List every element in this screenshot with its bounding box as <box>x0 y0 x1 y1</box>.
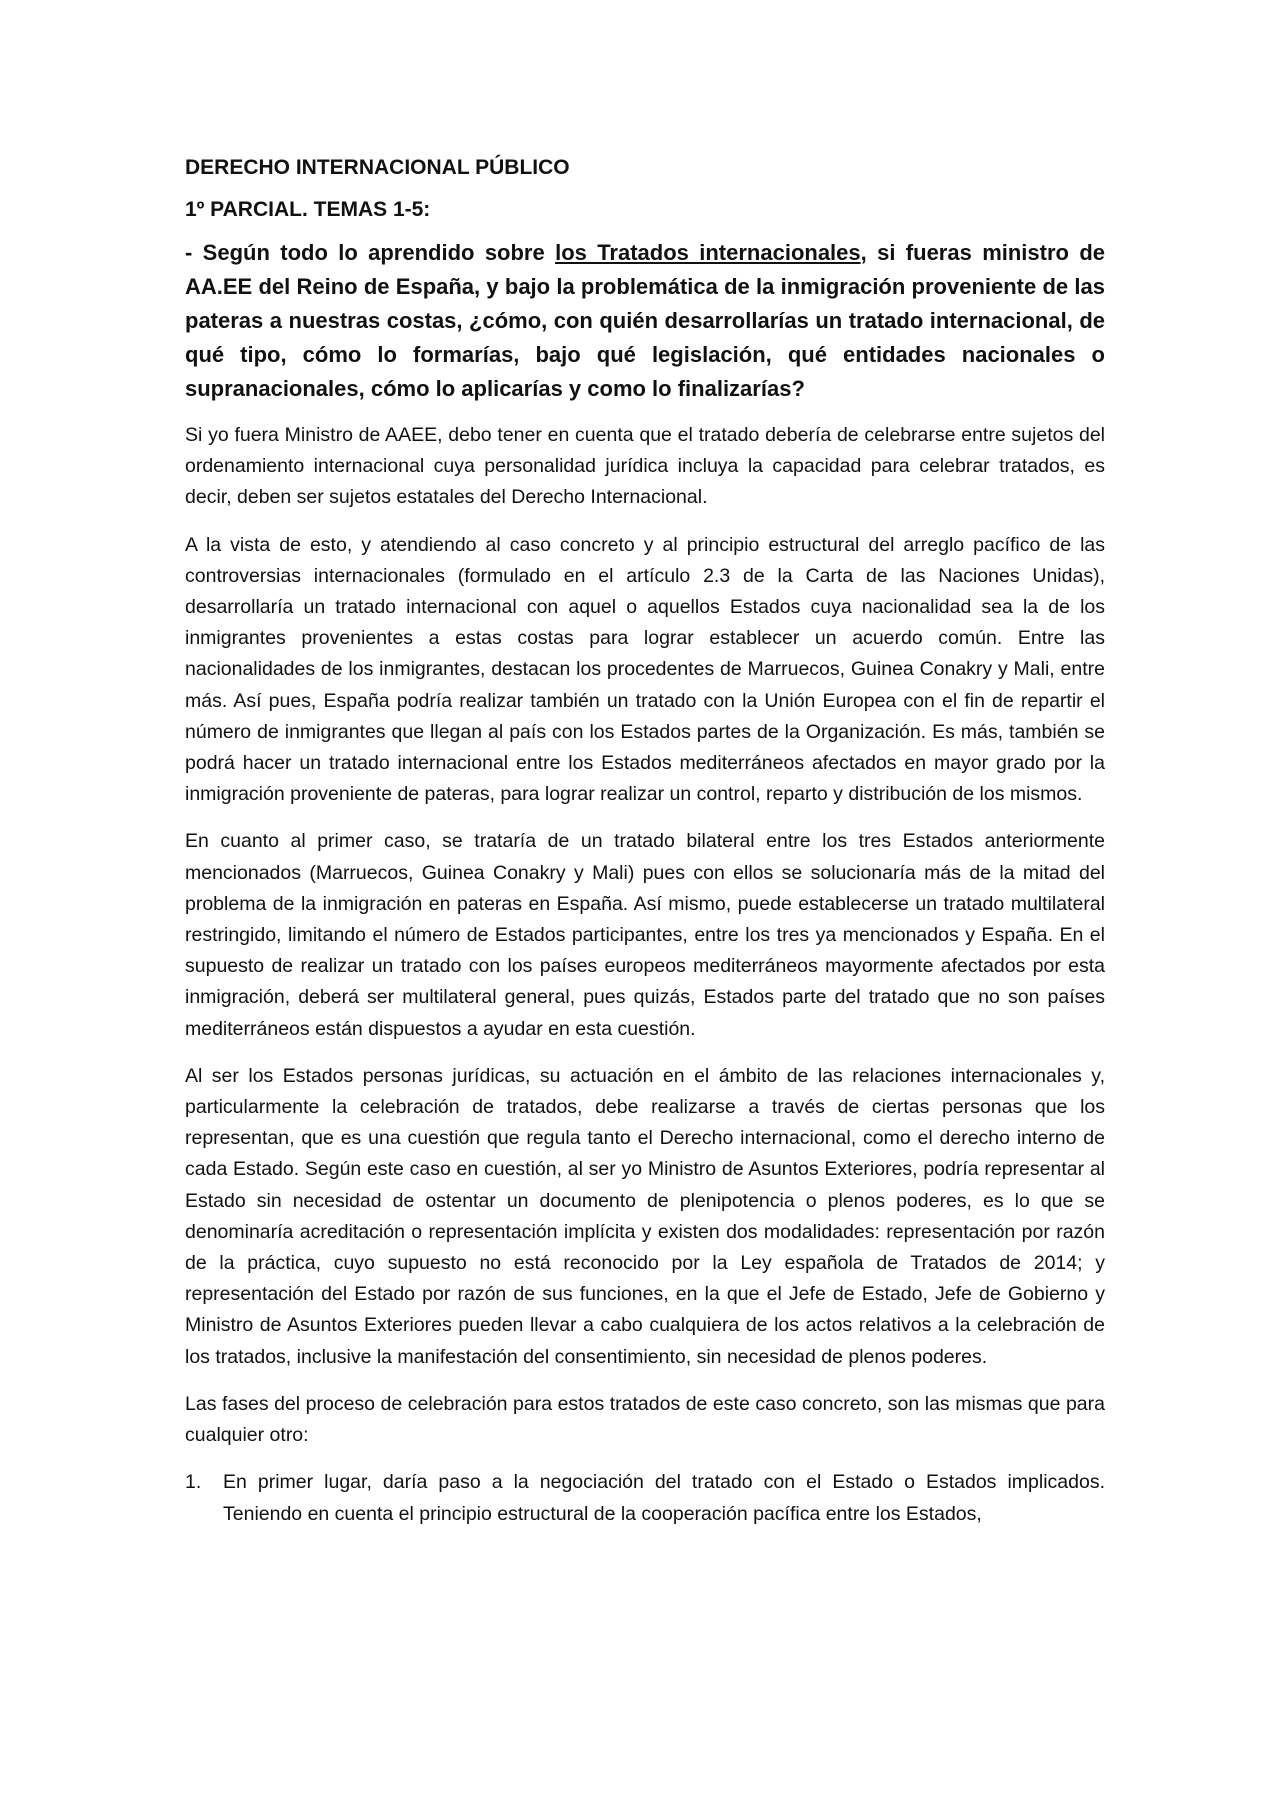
question-suffix: , si fueras ministro de AA.EE del Reino de España, y bajo la problemática de la inmigración proveniente de las pateras a nuestras costas, ¿cómo, con quién desarrollarías un tratado internacional, de qué tipo, cómo lo formarías, bajo qué legislación, qué entidades nacionales o supranacionales, cómo lo aplicarías y como lo finalizarías? <box>185 240 1105 401</box>
list-item <box>185 1467 1105 1529</box>
question-underlined-topic: los Tratados internacionales <box>555 240 861 265</box>
question-prefix: - Según todo lo aprendido sobre <box>185 240 556 265</box>
paragraph: A la vista de esto, y atendiendo al caso concreto y al principio estructural del arreglo pacífico de las controversias internacionales (formulado en el artículo 2.3 de la Carta de las Naciones Unidas), desarrollaría un tratado internacional con aquel o aquellos Estados cuya nacionalidad sea la de los inmigrantes provenientes a estas costas para lograr establecer un acuerdo común. Entre las nacionalidades de los inmigrantes, destacan los procedentes de Marruecos, Guinea Conakry y Mali, entre más. Así pues, España podría realizar también un tratado con la Unión Europea con el fin de repartir el número de inmigrantes que llegan al país con los Estados partes de la Organización. Es más, también se podrá hacer un tratado internacional entre los Estados mediterráneos afectados en mayor grado por la inmigración proveniente de pateras, para lograr realizar un control, reparto y distribución de los mismos. <box>185 533 1105 806</box>
paragraph: Las fases del proceso de celebración para estos tratados de este caso concreto, son las mismas que para cualquier otro: <box>185 1392 1105 1447</box>
paragraph: En cuanto al primer caso, se trataría de un tratado bilateral entre los tres Estados anteriormente mencionados (Marruecos, Guinea Conakry y Mali) pues con ellos se solucionaría más de la mitad del problema de la inmigración en pateras en España. Así mismo, puede establecerse un tratado multilateral restringido, limitando el número de Estados participantes, entre los tres ya mencionados y España. En el supuesto de realizar un tratado con los países europeos mediterráneos mayormente afectados por esta inmigración, deberá ser multilateral general, pues quizás, Estados parte del tratado que no son países mediterráneos están dispuestos a ayudar en esta cuestión. <box>185 830 1105 1040</box>
paragraph: Al ser los Estados personas jurídicas, su actuación en el ámbito de las relaciones internacionales y, particularmente la celebración de tratados, debe realizarse a través de ciertas personas que los representan, que es una cuestión que regula tanto el Derecho internacional, como el derecho interno de cada Estado. Según este caso en cuestión, al ser yo Ministro de Asuntos Exteriores, podría representar al Estado sin necesidad de ostentar un documento de plenipotencia o plenos poderes, es lo que se denominaría acreditación o representación implícita y existen dos modalidades: representación por razón de la práctica, cuyo supuesto no está reconocido por la Ley española de Tratados de 2014; y representación del Estado por razón de sus funciones, en la que el Jefe de Estado, Jefe de Gobierno y Ministro de Asuntos Exteriores pueden llevar a cabo cualquiera de los actos relativos a la celebración de los tratados, inclusive la manifestación del consentimiento, sin necesidad de plenos poderes. <box>185 1064 1105 1368</box>
numbered-list <box>185 1467 1105 1529</box>
document-title: DERECHO INTERNACIONAL PÚBLICO <box>185 156 570 179</box>
list-item-text: En primer lugar, daría paso a la negociación del tratado con el Estado o Estados implicados. Teniendo en cuenta el principio estructural de la cooperación pacífica entre los Estados, <box>223 1471 1105 1525</box>
document-body <box>185 152 1105 1530</box>
list-item-number: 1. <box>185 1471 202 1494</box>
paragraph: Si yo fuera Ministro de AAEE, debo tener en cuenta que el tratado debería de celebrarse entre sujetos del ordenamiento internacional cuya personalidad jurídica incluya la capacidad para celebrar tratados, es decir, deben ser sujetos estatales del Derecho Internacional. <box>185 424 1105 509</box>
exam-question <box>185 236 1105 406</box>
document-subtitle: 1º PARCIAL. TEMAS 1-5: <box>185 198 431 221</box>
